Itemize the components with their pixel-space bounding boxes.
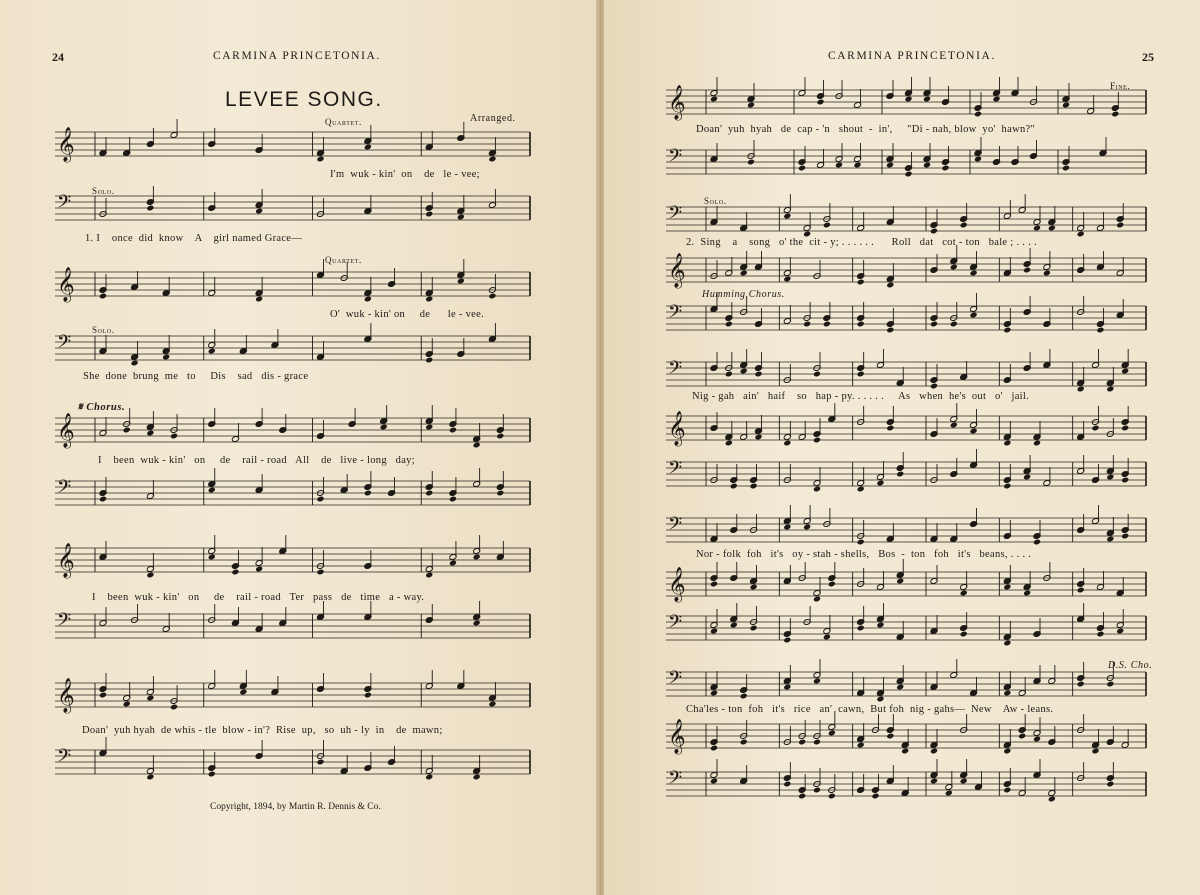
note-head	[960, 631, 968, 638]
bass-clef-icon: 𝄢	[57, 746, 72, 771]
staff	[666, 659, 1146, 702]
running-head: CARMINA PRINCETONIA.	[213, 50, 381, 62]
note-head	[231, 569, 239, 576]
note-head	[316, 759, 324, 766]
note-head	[923, 162, 931, 169]
note-head	[886, 733, 894, 740]
note-head	[170, 704, 178, 711]
treble-clef-icon: 𝄞	[57, 127, 75, 162]
page-number: 24	[52, 50, 64, 64]
staff	[55, 405, 530, 449]
note-head	[488, 701, 496, 708]
note-head	[813, 596, 821, 603]
note-head	[783, 440, 791, 447]
note-head	[813, 437, 821, 444]
chorus-text: Chorus.	[86, 402, 126, 413]
note-head	[425, 774, 433, 781]
note-head	[725, 440, 733, 447]
note-head	[449, 560, 457, 567]
note-head	[1077, 231, 1085, 238]
note-head	[1033, 440, 1041, 447]
note-head	[1116, 628, 1124, 635]
note-head	[857, 486, 865, 493]
staff	[55, 601, 530, 638]
staff	[55, 535, 530, 579]
note-head	[930, 228, 938, 235]
solo-label: Solo.	[92, 325, 115, 335]
note-head	[473, 442, 481, 449]
lyric-line: Nor - folk foh it's oy - stah - shells, Bos - ton foh it's beans, . . . .	[696, 549, 1032, 560]
note-head	[710, 690, 718, 697]
note-head	[950, 321, 958, 328]
fine-label: Fine.	[1110, 81, 1131, 91]
note-head	[803, 524, 811, 531]
note-head	[425, 424, 433, 431]
note-head	[783, 276, 791, 283]
bass-clef-icon: 𝄢	[57, 192, 72, 217]
note-head	[425, 357, 433, 364]
humming-chorus-label: Humming Chorus.	[702, 289, 785, 300]
note-head	[896, 578, 904, 585]
note-head	[1043, 270, 1051, 277]
note-head	[170, 433, 178, 440]
note-head	[1062, 102, 1070, 109]
note-head	[1121, 425, 1129, 432]
staff	[666, 449, 1146, 492]
note-head	[813, 371, 821, 378]
note-head	[747, 102, 755, 109]
staff	[666, 349, 1146, 392]
staff	[666, 403, 1146, 447]
staff	[55, 670, 530, 714]
note-head	[99, 496, 107, 503]
note-head	[950, 422, 958, 429]
note-head	[710, 745, 718, 752]
note-head	[750, 625, 758, 632]
left-page	[0, 0, 598, 895]
note-head	[1023, 474, 1031, 481]
note-head	[974, 156, 982, 163]
note-head	[857, 371, 865, 378]
note-head	[886, 327, 894, 334]
note-head	[1003, 690, 1011, 697]
note-head	[725, 371, 733, 378]
note-head	[1091, 425, 1099, 432]
lyric-line: Cha'les - ton foh it's rice an' cawn, But foh nig - gahs— New Aw - leans.	[686, 704, 1054, 715]
left-staff-group	[55, 119, 530, 780]
note-head	[886, 282, 894, 289]
note-head	[146, 205, 154, 212]
note-head	[1106, 474, 1114, 481]
staff	[55, 323, 530, 366]
note-head	[783, 684, 791, 691]
quartet-label: Quartet.	[325, 255, 362, 265]
note-head	[710, 628, 718, 635]
lyric-line: Nig - gah ain' haif so hap - py. . . . . . As when he's out o' jail.	[692, 391, 1030, 402]
note-head	[798, 165, 806, 172]
note-head	[316, 569, 324, 576]
note-head	[1121, 477, 1129, 484]
note-head	[783, 637, 791, 644]
copyright-notice: Copyright, 1894, by Martin R. Dennis & Co.	[210, 802, 381, 812]
staff	[666, 559, 1146, 603]
right-staff-group	[666, 77, 1146, 802]
note-head	[828, 581, 836, 588]
note-head	[871, 793, 879, 800]
note-head	[457, 214, 465, 221]
bass-clef-icon: 𝄢	[668, 668, 683, 693]
note-head	[496, 490, 504, 497]
note-head	[1048, 225, 1056, 232]
note-head	[449, 496, 457, 503]
staff	[55, 468, 530, 505]
note-head	[857, 742, 865, 749]
staff	[666, 603, 1146, 646]
note-head	[1033, 539, 1041, 546]
note-head	[1003, 483, 1011, 490]
treble-clef-icon: 𝄞	[57, 413, 75, 448]
note-head	[1077, 386, 1085, 393]
note-head	[960, 590, 968, 597]
note-head	[1003, 787, 1011, 794]
treble-clef-icon: 𝄞	[668, 253, 686, 288]
note-head	[1003, 440, 1011, 447]
note-head	[740, 693, 748, 700]
staff	[666, 245, 1146, 289]
note-head	[1003, 584, 1011, 591]
note-head	[886, 162, 894, 169]
note-head	[857, 279, 865, 286]
bass-clef-icon: 𝄢	[668, 458, 683, 483]
note-head	[131, 360, 139, 367]
note-head	[857, 625, 865, 632]
note-head	[904, 171, 912, 178]
note-head	[857, 539, 865, 546]
staff	[666, 194, 1146, 237]
note-head	[146, 430, 154, 437]
note-head	[1077, 681, 1085, 688]
note-head	[725, 321, 733, 328]
note-head	[1033, 225, 1041, 232]
note-head	[813, 787, 821, 794]
note-head	[1116, 222, 1124, 229]
staff	[55, 737, 530, 780]
note-head	[740, 368, 748, 375]
note-head	[901, 748, 909, 755]
note-head	[974, 111, 982, 118]
note-head	[930, 778, 938, 785]
lyric-line: 1. I once did know A girl named Grace—	[85, 233, 303, 244]
note-head	[364, 144, 372, 151]
lyric-line: Doan' yuh hyah de whis - tle blow - in'? Rise up, so uh - ly in de mawn;	[82, 725, 443, 736]
note-head	[896, 471, 904, 478]
note-head	[857, 321, 865, 328]
treble-clef-icon: 𝄞	[57, 267, 75, 302]
ds-cho-label: D.S. Cho.	[1108, 660, 1153, 671]
note-head	[904, 96, 912, 103]
note-head	[740, 739, 748, 746]
note-head	[813, 739, 821, 746]
note-head	[1121, 368, 1129, 375]
note-head	[750, 584, 758, 591]
treble-clef-icon: 𝄞	[668, 85, 686, 120]
note-head	[803, 321, 811, 328]
note-head	[208, 348, 216, 355]
note-head	[473, 774, 481, 781]
note-head	[380, 424, 388, 431]
note-head	[1096, 327, 1104, 334]
note-head	[828, 793, 836, 800]
note-head	[710, 581, 718, 588]
note-head	[876, 622, 884, 629]
bass-clef-icon: 𝄢	[668, 146, 683, 171]
staff	[666, 77, 1146, 121]
note-head	[1048, 796, 1056, 803]
page-number: 25	[1142, 50, 1154, 64]
solo-label: Solo.	[704, 196, 727, 206]
note-head	[886, 425, 894, 432]
note-head	[828, 730, 836, 737]
note-head	[208, 554, 216, 561]
note-head	[945, 790, 953, 797]
note-head	[255, 566, 263, 573]
note-head	[896, 684, 904, 691]
note-head	[740, 270, 748, 277]
note-head	[425, 572, 433, 579]
note-head	[1077, 587, 1085, 594]
note-head	[710, 96, 718, 103]
song-title: LEVEE SONG.	[225, 88, 383, 111]
music-systems-right	[604, 0, 1200, 895]
lyric-line: I been wuk - kin' on de rail - road All de live - long day;	[98, 455, 415, 466]
note-head	[255, 296, 263, 303]
note-head	[835, 162, 843, 169]
note-head	[783, 781, 791, 788]
note-head	[798, 739, 806, 746]
note-head	[1106, 386, 1114, 393]
note-head	[1111, 111, 1119, 118]
note-head	[1091, 748, 1099, 755]
segno-icon: 𝄋	[78, 402, 87, 413]
note-head	[123, 427, 131, 434]
arranged-label: Arranged.	[470, 113, 516, 124]
note-head	[1003, 640, 1011, 647]
bass-clef-icon: 𝄢	[57, 477, 72, 502]
note-head	[473, 554, 481, 561]
note-head	[208, 487, 216, 494]
note-head	[754, 371, 762, 378]
note-head	[496, 433, 504, 440]
note-head	[853, 162, 861, 169]
note-head	[364, 692, 372, 699]
note-head	[750, 483, 758, 490]
note-head	[146, 572, 154, 579]
note-head	[941, 165, 949, 172]
note-head	[1003, 748, 1011, 755]
note-head	[803, 231, 811, 238]
note-head	[992, 96, 1000, 103]
note-head	[876, 696, 884, 703]
note-head	[1003, 327, 1011, 334]
note-head	[1033, 736, 1041, 743]
note-head	[425, 296, 433, 303]
bass-clef-icon: 𝄢	[668, 358, 683, 383]
note-head	[823, 321, 831, 328]
note-head	[1106, 536, 1114, 543]
note-head	[162, 354, 170, 361]
note-head	[710, 778, 718, 785]
note-head	[823, 222, 831, 229]
quartet-label: Quartet.	[325, 117, 362, 127]
note-head	[783, 213, 791, 220]
note-head	[1023, 590, 1031, 597]
staff	[666, 293, 1146, 333]
note-head	[798, 793, 806, 800]
note-head	[239, 689, 247, 696]
note-head	[146, 774, 154, 781]
note-head	[876, 480, 884, 487]
note-head	[99, 293, 107, 300]
note-head	[473, 620, 481, 627]
note-head	[730, 622, 738, 629]
staff	[55, 259, 530, 303]
staff	[666, 505, 1146, 545]
treble-clef-icon: 𝄞	[57, 543, 75, 578]
treble-clef-icon: 𝄞	[57, 678, 75, 713]
note-head	[123, 701, 131, 708]
note-head	[146, 695, 154, 702]
note-head	[255, 208, 263, 215]
treble-clef-icon: 𝄞	[668, 411, 686, 446]
note-head	[754, 434, 762, 441]
note-head	[425, 211, 433, 218]
note-head	[488, 293, 496, 300]
note-head	[730, 483, 738, 490]
staff	[55, 119, 530, 163]
bass-clef-icon: 𝄢	[57, 610, 72, 635]
note-head	[99, 692, 107, 699]
note-head	[316, 156, 324, 163]
lyric-line: 2. Sing a song o' the cit - y; . . . . . . Roll dat cot - ton bale ; . . . .	[686, 237, 1037, 248]
note-head	[970, 270, 978, 277]
note-head	[930, 321, 938, 328]
note-head	[823, 634, 831, 641]
bass-clef-icon: 𝄢	[57, 332, 72, 357]
note-head	[364, 490, 372, 497]
note-head	[1121, 533, 1129, 540]
note-head	[1018, 733, 1026, 740]
staff	[55, 186, 530, 220]
note-head	[930, 748, 938, 755]
lyric-line: She done brung me to Dis sad dis - grace	[83, 371, 309, 382]
note-head	[1096, 631, 1104, 638]
note-head	[813, 678, 821, 685]
note-head	[208, 771, 216, 778]
note-head	[364, 296, 372, 303]
note-head	[449, 427, 457, 434]
note-head	[316, 496, 324, 503]
note-head	[960, 778, 968, 785]
staff	[666, 711, 1146, 755]
note-head	[488, 156, 496, 163]
lyric-line: Doan' yuh hyah de cap - 'n shout - in', "Di - nah, blow yo' hawn?"	[696, 124, 1036, 135]
note-head	[1106, 681, 1114, 688]
bass-clef-icon: 𝄢	[668, 612, 683, 637]
note-head	[923, 96, 931, 103]
note-head	[425, 490, 433, 497]
lyric-line: O' wuk - kin' on de le - vee.	[330, 309, 484, 320]
bass-clef-icon: 𝄢	[668, 768, 683, 793]
right-page	[604, 0, 1200, 895]
treble-clef-icon: 𝄞	[668, 567, 686, 602]
note-head	[970, 428, 978, 435]
note-head	[783, 524, 791, 531]
staff	[666, 137, 1146, 177]
note-head	[950, 264, 958, 271]
music-systems-left	[0, 0, 598, 895]
note-head	[1062, 165, 1070, 172]
note-head	[970, 312, 978, 319]
note-head	[457, 278, 465, 285]
lyric-line: I'm wuk - kin' on de le - vee;	[330, 169, 480, 180]
note-head	[1023, 267, 1031, 274]
note-head	[1106, 781, 1114, 788]
solo-label: Solo.	[92, 186, 115, 196]
note-head	[816, 99, 824, 106]
note-head	[930, 383, 938, 390]
running-head: CARMINA PRINCETONIA.	[828, 50, 996, 62]
treble-clef-icon: 𝄞	[668, 719, 686, 754]
lyric-line: I been wuk - kin' on de rail - road Ter pass de time a - way.	[92, 592, 425, 603]
note-head	[747, 159, 755, 166]
note-head	[813, 486, 821, 493]
note-head	[960, 222, 968, 229]
bass-clef-icon: 𝄢	[668, 203, 683, 228]
bass-clef-icon: 𝄢	[668, 302, 683, 327]
staff	[666, 759, 1146, 802]
bass-clef-icon: 𝄢	[668, 514, 683, 539]
